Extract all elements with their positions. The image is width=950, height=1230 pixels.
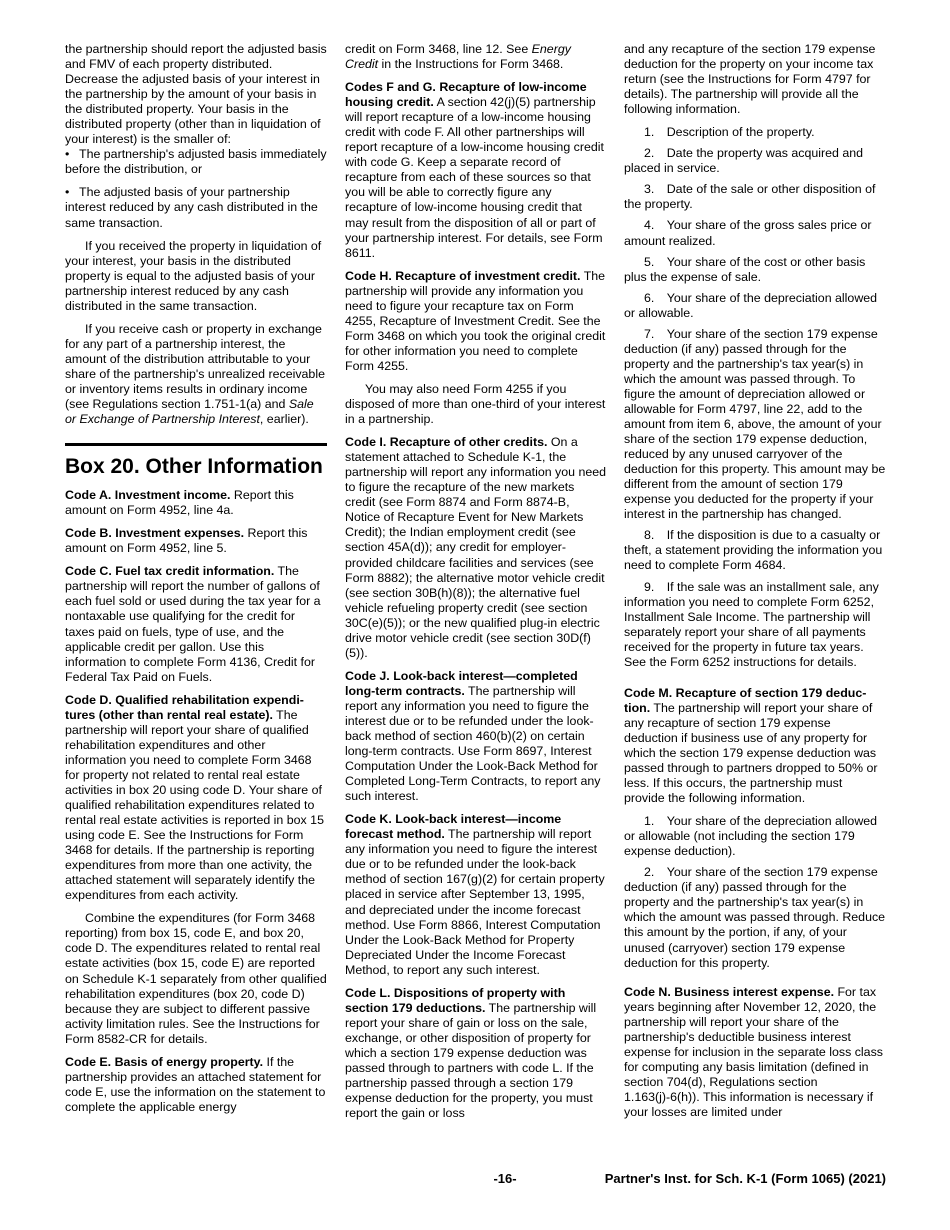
code-h-paragraph: Code H. Recapture of investment credit. The partnership will provide any information you need to figure your recapture tax on Form 4255, Recapture of Investment Credit. See the Form 3468 on which you took the original credit for other information you need to complete Form 4255. [345, 268, 606, 373]
list-item: 7. Your share of the section 179 expense deduction (if any) passed through for the property and the partnership's tax year(s) in which the amount was passed through. To figure the amount of depreciation allowed or allowable for Form 4797, line 22, add to the amount from item 6, above, the amount of your share of the section 179 expense deduction, reduced by any unused carryover of the deduction for this property. This amount may be different from the amount of section 179 expense you deducted for the property if your interest in the partnership has changed. [624, 326, 886, 522]
code-l-paragraph: Code L. Dispositions of property with section 179 deductions. The partnership will report your share of gain or loss on the sale, exchange, or other disposition of property for which a section 179 expense deduction was passed through to partners with code L. If the partnership passed through a section 179 expense deduction for the property, you must report the gain or loss [345, 985, 597, 1121]
footer-title: Partner's Inst. for Sch. K-1 (Form 1065) (2021) [604, 1171, 886, 1186]
section-divider [65, 443, 327, 446]
paragraph: If you received the property in liquidation of your interest, your basis in the distributed property is equal to the adjusted basis of your partnership interest reduced by any cash distributed in the same transaction. [65, 238, 322, 313]
page-footer [65, 1171, 886, 1189]
code-e-paragraph: Code E. Basis of energy property. If the partnership provides an attached statement for code E, use the information on the statement to complete the applicable energy [65, 1054, 326, 1114]
code-c-paragraph: Code C. Fuel tax credit information. The partnership will report the number of gallons of each fuel sold or used during the tax year for a nontaxable use qualifying for the credit for taxes paid on fuels, type of use, and the applicable credit per gallon. Use this information to complete Form 4136, Credit for Federal Tax Paid on Fuels. [65, 564, 321, 684]
code-i-paragraph: Code I. Recapture of other credits. On a statement attached to Schedule K-1, the partnership will report any information you need to figure the recapture of the new markets credit (see Form 8874 and Form 8874-B, Notice of Recapture Event for New Markets Credit); the Indian employment credit (see section 45A(d)); any credit for employer-provided childcare facilities and services (see Form 8882); the alternative motor vehicle credit (see section 30B(h)(8)); the alternative fuel vehicle refueling property credit (see section 30C(e)(5)); or the new qualified plug-in electric drive motor vehicle credit (see section 30D(f)(5)). [345, 435, 607, 660]
list-item: 2. Date the property was acquired and placed in service. [624, 146, 864, 176]
column-left [65, 42, 327, 1123]
code-fg-paragraph: Codes F and G. Recapture of low-income housing credit. A section 42(j)(5) partnership will report recapture of a low-income housing credit with code F. All other partnerships will report recapture of a low-income housing credit with code G. Keep a separate record of recapture from each of these sources so that you will be able to correctly figure any recapture of low-income housing credit that may result from the disposition of all or part of your partnership interest. For details, see Form 8611. [345, 80, 604, 260]
code-a-paragraph: Code A. Investment income. Report this amount on Form 4952, line 4a. [65, 488, 294, 518]
code-k-paragraph: Code K. Look-back interest—income forecast method. The partnership will report any information you need to figure the interest due or to be refunded under the look-back method of section 167(g)(2) for certain property placed in service after September 13, 1995, and depreciated under the income forecast method. Use Form 8866, Interest Computation Under the Look-Back Method for Property Depreciated Under the Income Forecast Method, to report any such interest. [345, 812, 605, 977]
code-d-paragraph: Code D. Qualified rehabilitation expendi-tures (other than rental real estate). The partnership will report your share of qualified rehabilitation expenditures and other information you need to complete Form 3468 for property not related to rental real estate activities in box 20 using code D. Your share of qualified rehabilitation expenditures related to rental real estate activities is reported in box 15 using code E. See the Instructions for Form 3468 for details. If the partnership is reporting expenditures from more than one activity, the attached statement will separately identify the expenditures from each activity. [65, 692, 324, 903]
paragraph: If you receive cash or property in exchange for any part of a partnership interest, the amount of the distribution attributable to your share of the partnership's unrealized receivable or inventory items results in ordinary income (see Regulations section 1.751-1(a) and Sale or Exchange of Partnership Interest, earlier). [65, 321, 325, 427]
list-item: 3. Date of the sale or other disposition of the property. [624, 182, 876, 212]
paragraph: the partnership should report the adjusted basis and FMV of each property distributed. Decrease the adjusted basis of your interest in the partnership by the amount of your basis in the distributed property. Your basis in the distributed property (other than in liquidation of your interest) is the smaller of: [65, 42, 327, 147]
code-m-paragraph: Code M. Recapture of section 179 deduc-tion. The partnership will report your share of any recapture of section 179 expense deduction if business use of any property for which the section 179 expense deduction was passed through to partners dropped to 50% or less. If this occurs, the partnership must provide the following information. [624, 685, 878, 806]
list-item: 2. Your share of the section 179 expense deduction (if any) passed through for the property and the partnership's tax year(s) in which the amount was passed through. Reduce this amount by the portion, if any, of your unused (carryover) section 179 expense deduction for this property. [624, 865, 886, 970]
list-item: 1. Description of the property. [644, 125, 815, 140]
code-j-paragraph: Code J. Look-back interest—completed long-term contracts. The partnership will report any information you need to figure the interest due or to be refunded under the look-back method of section 460(b)(2) on certain long-term contracts. Use Form 8697, Interest Computation Under the Look-Back Method for Completed Long-Term Contracts, to report any such interest. [345, 668, 601, 804]
bullet-icon: • [65, 185, 70, 200]
bullet-icon: • [65, 147, 70, 162]
column-middle [345, 42, 607, 1129]
code-b-paragraph: Code B. Investment expenses. Report this amount on Form 4952, line 5. [65, 526, 308, 556]
bullet-item: • The adjusted basis of your partnership interest reduced by any cash distributed in the same transaction. [65, 185, 318, 230]
bullet-item: • The partnership's adjusted basis immediately before the distribution, or [65, 147, 327, 177]
paragraph: and any recapture of the section 179 expense deduction for the property on your income tax return (see the Instructions for Form 4797 for details). The partnership will provide all the following information. [624, 42, 876, 117]
paragraph: Combine the expenditures (for Form 3468 reporting) from box 15, code E, and box 20, code D. The expenditures related to rental real estate activities (box 15, code E) are reported on Schedule K-1 separately from other qualified rehabilitation expenditures (box 20, code D) because they are subject to different passive activity limitation rules. See the Instructions for Form 8582-CR for details. [65, 911, 327, 1046]
section-heading: Box 20. Other Information [65, 455, 323, 479]
list-item: 1. Your share of the depreciation allowed or allowable (not including the section 179 expense deduction). [624, 814, 878, 859]
code-n-paragraph: Code N. Business interest expense. For tax years beginning after November 12, 2020, the partnership will report your share of the partnership's deductible business interest expense for inclusion in the separate loss class for computing any basis limitation (defined in section 704(d), Regulations section 1.163(j)-6(h)). This information is necessary if your losses are limited under [624, 984, 883, 1119]
list-item: 4. Your share of the gross sales price or amount realized. [624, 218, 872, 248]
list-item: 8. If the disposition is due to a casualty or theft, a statement providing the information you need to complete Form 4684. [624, 528, 883, 573]
paragraph: You may also need Form 4255 if you disposed of more than one-third of your interest in a partnership. [345, 381, 606, 427]
list-item: 5. Your share of the cost or other basis plus the expense of sale. [624, 254, 866, 284]
paragraph: credit on Form 3468, line 12. See Energy Credit in the Instructions for Form 3468. [345, 42, 571, 72]
list-item: 6. Your share of the depreciation allowed or allowable. [624, 290, 878, 320]
page-number: -16- [493, 1171, 517, 1186]
list-item: 9. If the sale was an installment sale, any information you need to complete Form 6252, Installment Sale Income. The partnership will separately report your share of all payments received for the property in future tax years. See the Form 6252 instructions for details. [624, 579, 879, 669]
column-right [624, 42, 886, 1128]
